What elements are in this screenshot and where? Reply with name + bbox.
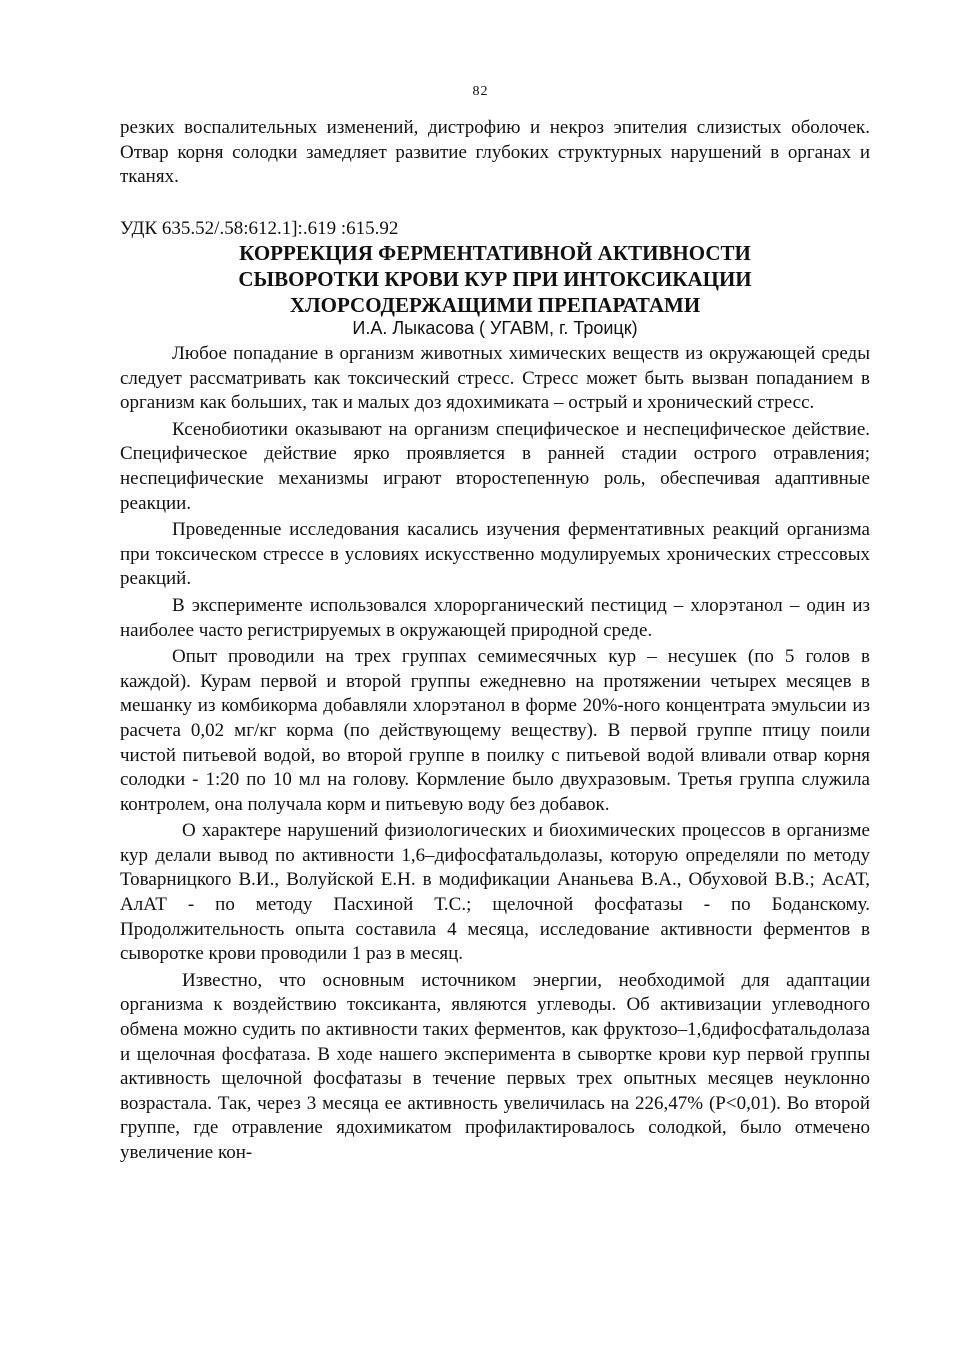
article-body [120,342,870,1168]
paragraph-6: О характере нарушений физиологических и биохимических процессов в организме кур делали вывод по активности 1,6–дифосфатальдолазы, которую определяли по методу Товарницкого В.И., Волуйской Е.Н. в модификации Ананьева В.А., Обуховой В.В.; АсАТ, АлАТ - по методу Пасхиной Т.С.; щелочной фосфатазы - по Боданскому. Продолжительность опыта составила 4 месяца, исследование активности ферментов в сыворотке крови проводили 1 раз в месяц. [120,820,870,965]
page-number: 82 [472,84,489,99]
title-line-3: ХЛОРСОДЕРЖАЩИМИ ПРЕПАРАТАМИ [289,293,701,317]
paragraph-2: Ксенобиотики оказывают на организм специфическое и неспецифическое действие. Специфическое действие ярко проявляется в ранней стадии острого отравления; неспецифические механизмы играют второстепенную роль, обеспечивая адаптивные реакции. [120,418,870,514]
paragraph-5: Опыт проводили на трех группах семимесячных кур – несушек (по 5 голов в каждой). Курам первой и второй группы ежедневно на протяжении четырех месяцев в мешанку из комбикорма добавляли хлорэтанол в форме 20%-ного концентрата эмульсии из расчета 0,02 мг/кг корма (по действующему веществу). В первой группе птицу поили чистой питьевой водой, во второй группе в поилку с питьевой водой вливали отвар корня солодки - 1:20 по 10 мл на голову. Кормление было двухразовым. Третья группа служила контролем, она получала корм и питьевую воду без добавок. [120,646,870,815]
previous-article-ending: резких воспалительных изменений, дистрофию и некроз эпителия слизистых оболочек. Отвар корня солодки замедляет развитие глубоких структурных нарушений в органах и тканях. [120,117,870,188]
paragraph-3: Проведенные исследования касались изучения ферментативных реакций организма при токсическом стрессе в условиях искусственно модулируемых хронических стрессовых реакций. [120,519,870,590]
article-title [120,240,870,318]
udk-code: УДК 635.52/.58:612.1]:.619 :615.92 [120,218,399,239]
title-line-1: КОРРЕКЦИЯ ФЕРМЕНТАТИВНОЙ АКТИВНОСТИ [239,241,751,265]
paragraph-4: В эксперименте использовался хлорорганический пестицид – хлорэтанол – один из наиболее часто регистрируемых в окружающей природной среде. [120,594,870,641]
article-author: И.А. Лыкасова ( УГАВМ, г. Троицк) [352,318,638,338]
title-line-2: СЫВОРОТКИ КРОВИ КУР ПРИ ИНТОКСИКАЦИИ [238,267,752,291]
paragraph-1: Любое попадание в организм животных химических веществ из окружающей среды следует рассматривать как токсический стресс. Стресс может быть вызван попаданием в организм как больших, так и малых доз ядохимиката – острый и хронический стресс. [120,343,870,414]
paragraph-7: Известно, что основным источником энергии, необходимой для адаптации организма к воздействию токсиканта, являются углеводы. Об активизации углеводного обмена можно судить по активности таких ферментов, как фруктозо–1,6дифосфатальдолаза и щелочная фосфатаза. В ходе нашего эксперимента в сывортке крови кур первой группы активность щелочной фосфатазы в течение первых трех опытных месяцев неуклонно возрастала. Так, через 3 месяца ее активность увеличилась на 226,47% (Р<0,01). Во второй группе, где отравление ядохимикатом профилактировалось солодкой, было отмечено увеличение кон- [120,969,870,1163]
